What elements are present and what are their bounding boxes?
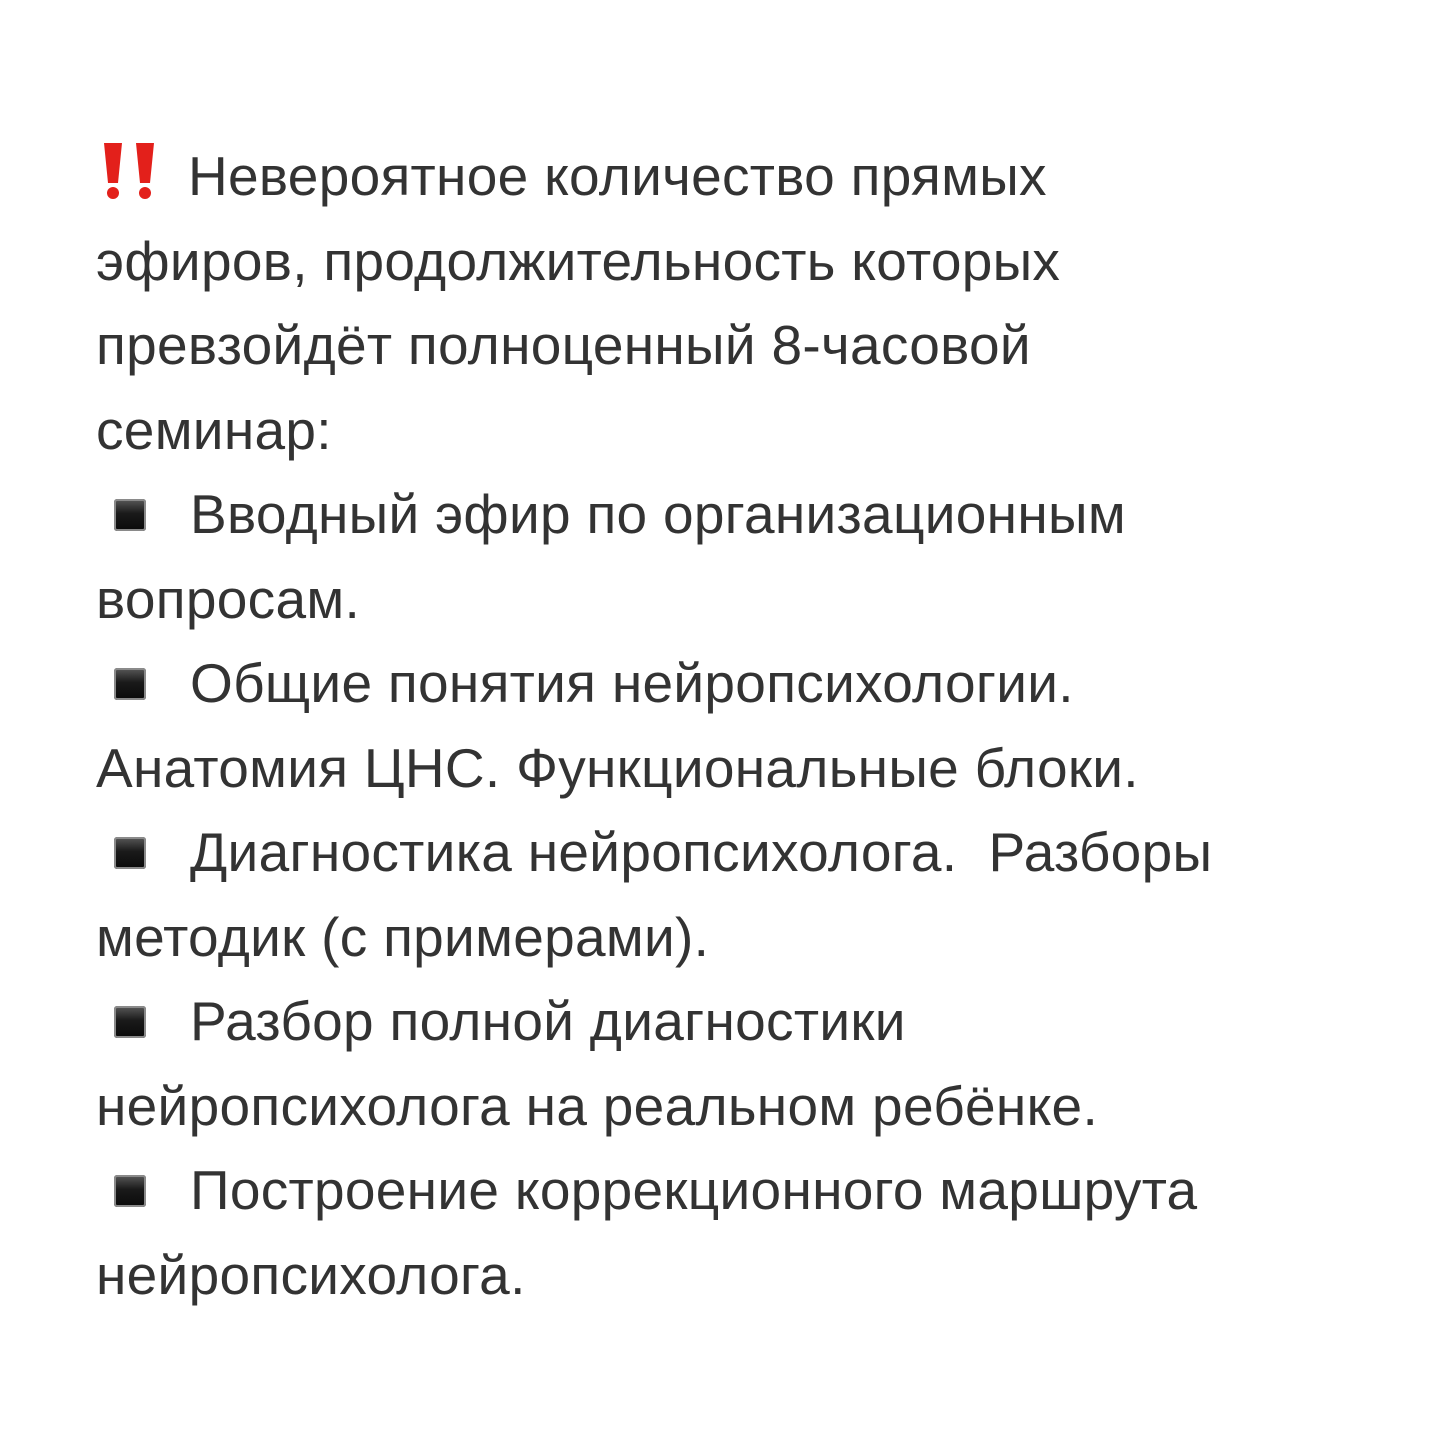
black-square-bullet-icon: [114, 1175, 146, 1207]
list-item-3-cont: методик (с примерами).: [96, 905, 710, 968]
list-item-3: [96, 810, 1346, 895]
list-item-2-cont: Анатомия ЦНС. Функциональные блоки.: [96, 736, 1139, 799]
intro-line-2: эфиров, продолжительность которых: [96, 229, 1061, 292]
list-item-2-text: Общие понятия нейропсихологии.: [190, 652, 1074, 714]
post-text: [96, 134, 1346, 1317]
list-item-1: [96, 472, 1346, 557]
list-item-5-text: Построение коррекционного маршрута: [190, 1159, 1198, 1221]
list-item-5-cont: нейропсихолога.: [96, 1243, 526, 1306]
intro-line-3: превзойдёт полноценный 8-часовой: [96, 314, 1031, 376]
list-item-1-cont: вопросам.: [96, 567, 361, 630]
double-exclamation-icon: [96, 141, 166, 201]
list-item-4-cont: нейропсихолога на реальном ребёнке.: [96, 1074, 1099, 1137]
list-item-2: [96, 641, 1346, 726]
black-square-bullet-icon: [114, 1006, 146, 1038]
intro-line-4: семинар:: [96, 398, 332, 461]
list-item-4: [96, 979, 1346, 1064]
intro-text-1: Невероятное количество прямых: [188, 145, 1047, 207]
list-item-5: [96, 1148, 1346, 1233]
list-item-1-text: Вводный эфир по организационным: [190, 483, 1126, 545]
list-item-3-text: Диагностика нейропсихолога. Разборы: [190, 821, 1213, 883]
black-square-bullet-icon: [114, 837, 146, 869]
list-item-4-text: Разбор полной диагностики: [190, 990, 906, 1052]
black-square-bullet-icon: [114, 499, 146, 531]
intro-line-1: [96, 134, 1346, 219]
black-square-bullet-icon: [114, 668, 146, 700]
